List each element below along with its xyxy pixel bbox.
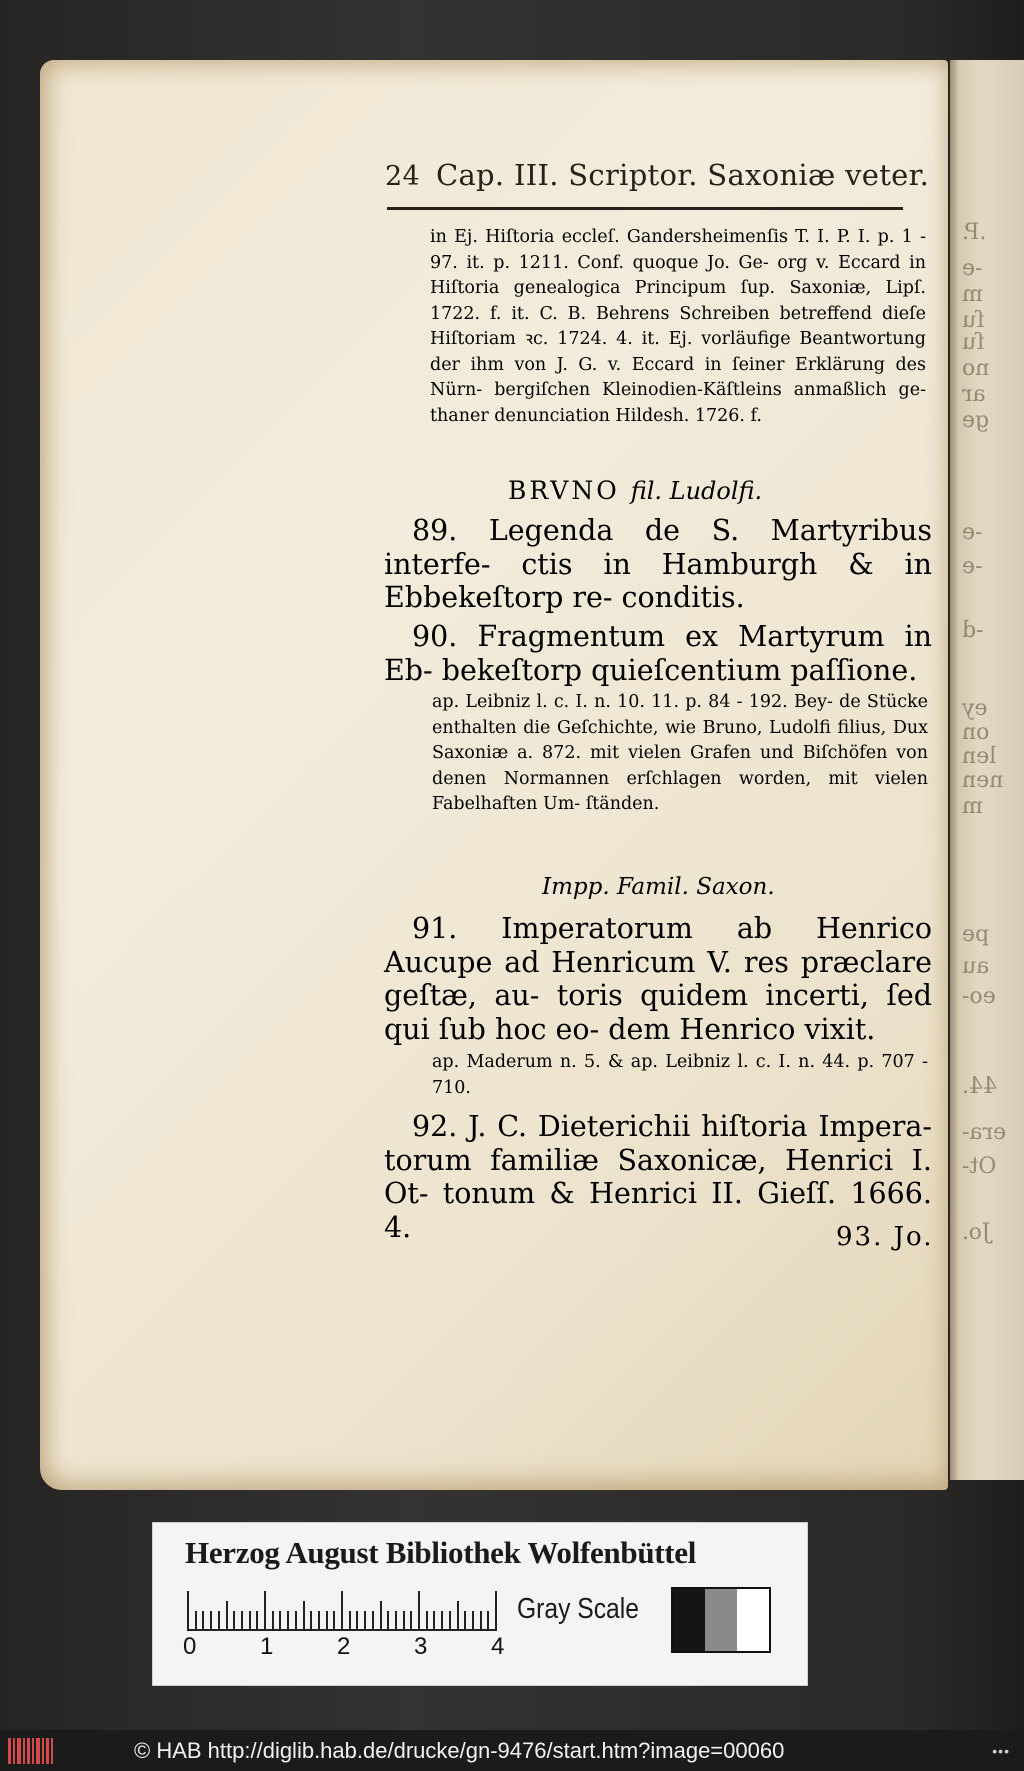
- library-name: Herzog August Bibliothek Wolfenbüttel: [185, 1535, 697, 1570]
- source-url[interactable]: © HAB http://diglib.hab.de/drucke/gn-9476/start.htm?image=00060: [134, 1737, 785, 1763]
- page-gutter: [950, 60, 958, 1480]
- ruler-tick: [495, 1591, 497, 1631]
- adjacent-fragment: ſu: [962, 330, 985, 355]
- adjacent-fragment: m: [962, 794, 983, 819]
- ruler-tick: [210, 1611, 212, 1631]
- adjacent-fragment: 44.: [962, 1074, 997, 1099]
- ruler-tick: [403, 1611, 405, 1631]
- ruler-tick: [487, 1611, 489, 1631]
- ruler-tick: [218, 1611, 220, 1631]
- ruler-tick: [241, 1611, 243, 1631]
- ruler-tick: [333, 1611, 335, 1631]
- ruler-number: 3: [414, 1633, 428, 1660]
- ruler-tick: [457, 1601, 459, 1631]
- ruler-tick: [272, 1611, 274, 1631]
- adjacent-fragment: Ot-: [962, 1154, 997, 1179]
- ruler-tick: [303, 1601, 305, 1631]
- adjacent-fragment: -d: [962, 618, 984, 643]
- page-number: 24: [385, 161, 420, 192]
- adjacent-fragment: ſu: [962, 308, 985, 333]
- adjacent-fragment: eo-: [962, 984, 996, 1009]
- adjacent-page: [950, 60, 1024, 1480]
- ruler-tick: [264, 1591, 266, 1631]
- adjacent-fragment: m: [962, 282, 983, 307]
- entry-90: 90. Fragmentum ex Martyrum in Eb- bekeſtorp quieſcentium paſſione.: [384, 620, 932, 687]
- ruler-number: 4: [491, 1633, 505, 1660]
- adjacent-fragment: len: [962, 744, 997, 769]
- entry-92: 92. J. C. Dieterichii hiſtoria Impera- torum familiæ Saxonicæ, Henrici I. Ot- tonum & Henrici II. Gieſſ. 1666. 4.: [384, 1110, 932, 1244]
- ruler-tick: [433, 1611, 435, 1631]
- ruler-tick: [226, 1601, 228, 1631]
- ruler-tick: [395, 1611, 397, 1631]
- ruler-tick: [195, 1611, 197, 1631]
- ruler-tick: [310, 1611, 312, 1631]
- ruler-number: 0: [183, 1633, 197, 1660]
- ruler-tick: [449, 1611, 451, 1631]
- running-header: [385, 158, 933, 202]
- entry-90-note: ap. Leibniz l. c. I. n. 10. 11. p. 84 - 192. Bey- de Stücke enthalten die Geſchichte, wie Bruno, Ludolfi filius, Dux Saxoniæ a. 872. mit vielen Grafen und Biſchöfen von denen Normannen erſchlagen worden, mit vielen Fabelhaften Um- ſtänden.: [432, 692, 928, 814]
- adjacent-fragment: .P.: [962, 220, 987, 245]
- header-rule: [387, 207, 903, 210]
- gray-swatch-mid: [705, 1589, 737, 1651]
- section-heading-impp: Impp. Famil. Saxon.: [542, 874, 775, 900]
- ruler-tick: [372, 1611, 374, 1631]
- ruler-tick: [279, 1611, 281, 1631]
- ruler-tick: [233, 1611, 235, 1631]
- adjacent-fragment: -e: [962, 256, 983, 281]
- ruler-tick: [387, 1611, 389, 1631]
- color-scale-strip: [152, 1522, 808, 1686]
- ruler-tick: [256, 1611, 258, 1631]
- adjacent-fragment: nen: [962, 768, 1004, 793]
- heading-suffix: fil. Ludolfi.: [630, 477, 763, 505]
- ruler-tick: [341, 1591, 343, 1631]
- cm-ruler: [187, 1591, 497, 1631]
- adjacent-fragment: era-: [962, 1120, 1007, 1145]
- section-heading-bruno: [508, 476, 762, 505]
- adjacent-fragment: on: [962, 720, 990, 745]
- adjacent-fragment: Jo.: [962, 1220, 991, 1245]
- ruler-tick: [418, 1591, 420, 1631]
- ruler-tick: [426, 1611, 428, 1631]
- entry-91: 91. Imperatorum ab Henrico Aucupe ad Henricum V. res præclare geſtæ, au- toris quidem incerti, ſed qui ſub hoc eo- dem Henrico vixit.: [384, 912, 932, 1046]
- footnote-continuation: in Ej. Hiſtoria eccleſ. Gandersheimenſis T. I. P. I. p. 1 - 97. it. p. 1211. Conf. quoque Jo. Ge- org v. Eccard in Hiſtoria genealogica Principum ſup. Saxoniæ, Lipſ. 1722. f. it. C. B. Behrens Schreiben betreffend dieſe Hiſtoriam ꝛc. 1724. 4. it. Ej. vorläufige Beantwortung der ihm von J. G. v. Eccard in ſeiner Erklärung des Nürn- bergiſchen Kleinodien-Käſtleins anmaßlich ge- thaner denunciation Hildesh. 1726. f.: [430, 227, 926, 426]
- ruler-tick: [356, 1611, 358, 1631]
- ruler-tick: [380, 1601, 382, 1631]
- gray-swatch-dark: [673, 1589, 705, 1651]
- catchword: 93. Jo.: [836, 1222, 934, 1252]
- ruler-tick: [187, 1591, 189, 1631]
- adjacent-fragment: -e: [962, 554, 983, 579]
- ruler-tick: [480, 1611, 482, 1631]
- adjacent-fragment: ge: [962, 408, 990, 433]
- ruler-tick: [287, 1611, 289, 1631]
- more-options-icon[interactable]: •••: [992, 1742, 1010, 1759]
- heading-name: BRVNO: [508, 476, 620, 505]
- ruler-tick: [249, 1611, 251, 1631]
- ruler-tick: [318, 1611, 320, 1631]
- running-title: Cap. III. Scriptor. Saxoniæ veter.: [435, 158, 930, 192]
- entry-89: 89. Legenda de S. Martyribus interfe- ctis in Hamburgh & in Ebbekeſtorp re- conditis.: [384, 514, 932, 614]
- ruler-tick: [410, 1611, 412, 1631]
- viewer-footer: [0, 1730, 1024, 1771]
- ruler-tick: [441, 1611, 443, 1631]
- adjacent-fragment: no: [962, 356, 990, 381]
- ruler-tick: [326, 1611, 328, 1631]
- gray-scale-swatches: [671, 1587, 771, 1653]
- ruler-tick: [364, 1611, 366, 1631]
- ruler-tick: [464, 1611, 466, 1631]
- ruler-tick: [349, 1611, 351, 1631]
- adjacent-fragment: ar: [962, 382, 986, 407]
- ruler-tick: [472, 1611, 474, 1631]
- ruler-number: 1: [260, 1633, 274, 1660]
- barcode-icon: [8, 1738, 54, 1764]
- adjacent-fragment: pe: [962, 922, 990, 947]
- ruler-number: 2: [337, 1633, 351, 1660]
- adjacent-fragment: -e: [962, 520, 983, 545]
- gray-swatch-light: [737, 1589, 769, 1651]
- entry-91-note: ap. Maderum n. 5. & ap. Leibniz l. c. I. n. 44. p. 707 - 710.: [432, 1052, 928, 1098]
- ruler-tick: [202, 1611, 204, 1631]
- gray-scale-label: Gray Scale: [517, 1593, 639, 1625]
- adjacent-fragment: au: [962, 954, 990, 979]
- ruler-tick: [295, 1611, 297, 1631]
- adjacent-fragment: ey: [962, 696, 988, 721]
